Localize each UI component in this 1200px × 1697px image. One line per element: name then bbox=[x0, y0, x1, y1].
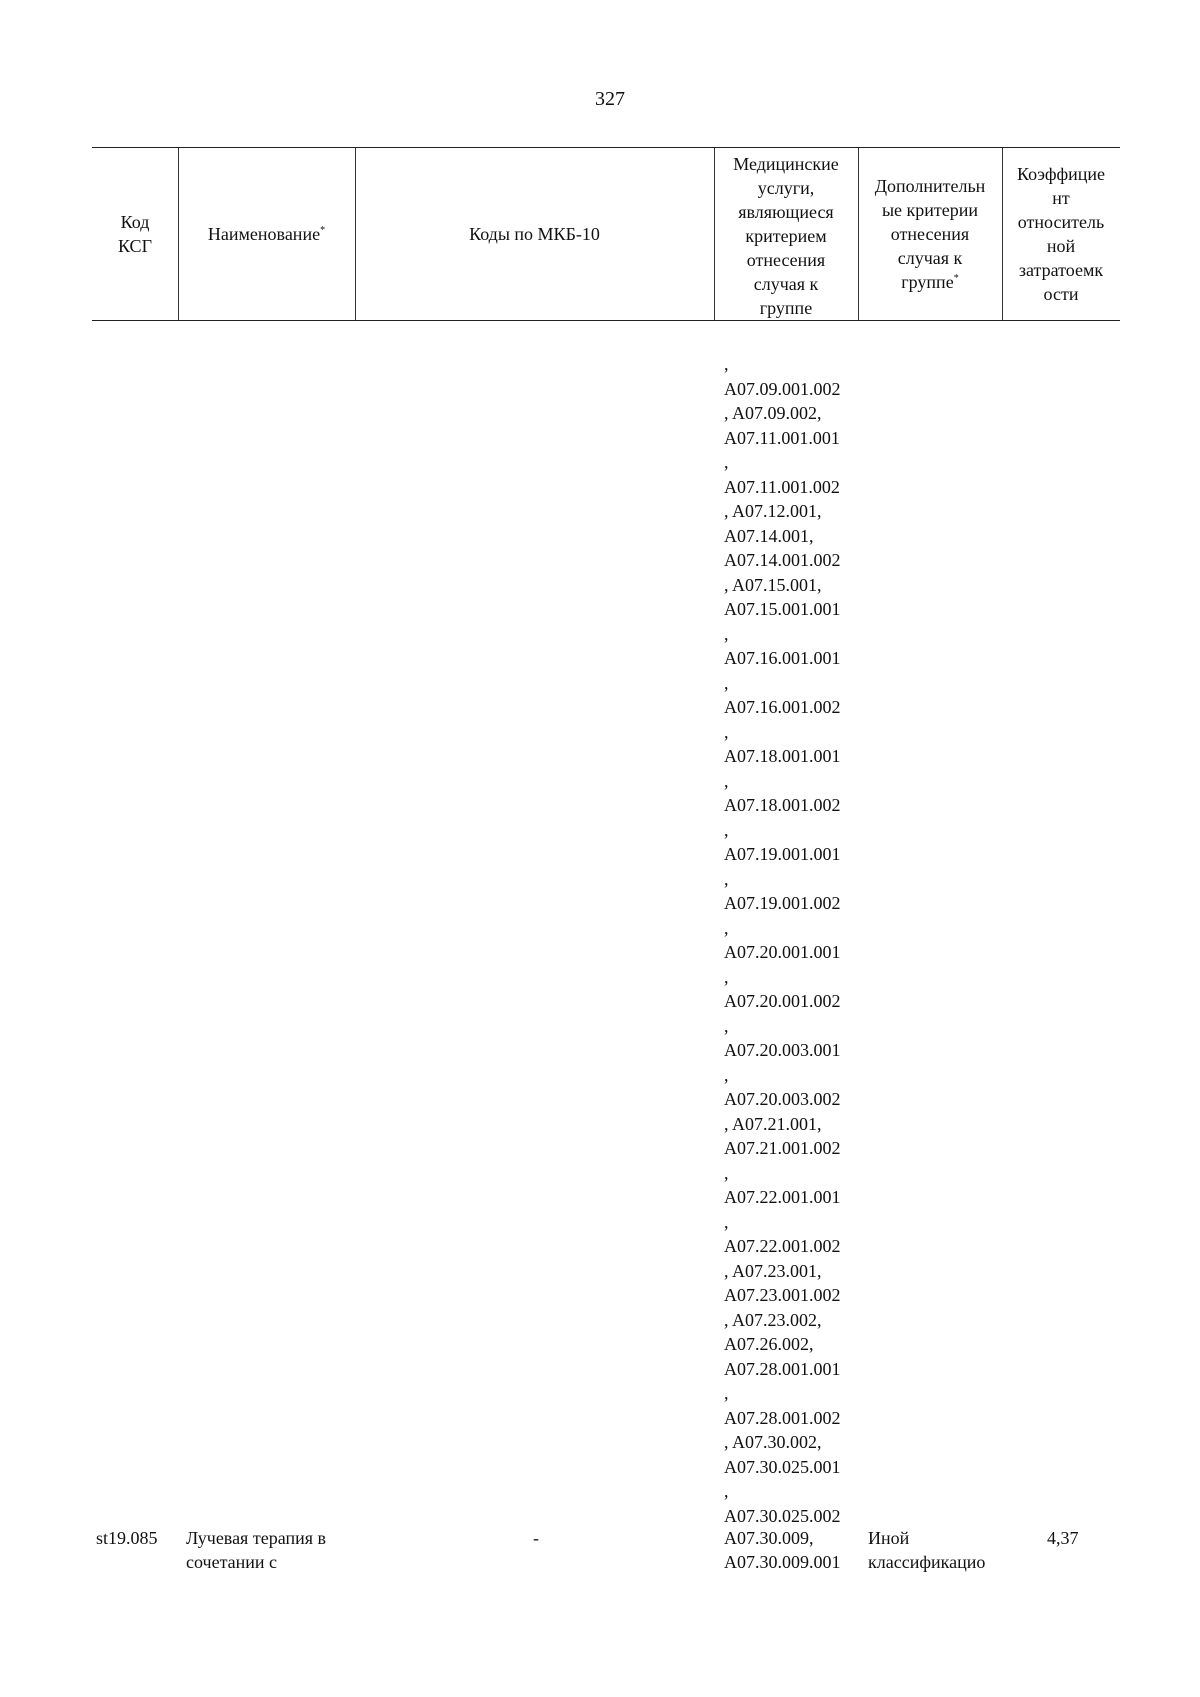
code-line: A07.11.001.002 bbox=[724, 476, 840, 497]
code-line: A07.16.001.001 bbox=[724, 648, 841, 668]
code-line: , A07.15.001, bbox=[724, 574, 822, 595]
row-name bbox=[186, 1526, 356, 1574]
row-services-line: A07.30.009, bbox=[724, 1528, 814, 1548]
code-line: A07.26.002, bbox=[724, 1334, 814, 1354]
row-name-line: сочетании с bbox=[186, 1552, 278, 1572]
row-services-line: A07.30.009.001 bbox=[724, 1552, 841, 1572]
code-line: A07.09.001.002 bbox=[724, 378, 841, 399]
header-services-line: Медицинские bbox=[733, 154, 839, 174]
code-line: A07.14.001.002 bbox=[724, 550, 841, 570]
code-line: A07.20.001.001 bbox=[724, 942, 841, 962]
code-line: A07.14.001, bbox=[724, 525, 814, 546]
services-codes-continuation bbox=[724, 352, 874, 1528]
code-line: A07.20.003.002 bbox=[724, 1089, 841, 1109]
header-coef-line: ости bbox=[1043, 284, 1079, 304]
row-coefficient: 4,37 bbox=[1047, 1528, 1079, 1548]
code-line: , A07.23.001, bbox=[724, 1260, 822, 1281]
code-line: , bbox=[724, 1064, 729, 1085]
code-line: A07.20.001.002 bbox=[724, 991, 841, 1011]
header-services-line: критерием bbox=[745, 226, 827, 246]
header-mkb-codes bbox=[355, 148, 714, 320]
code-line: , bbox=[724, 1162, 729, 1183]
code-line: , A07.09.002, bbox=[724, 403, 822, 423]
header-extra-line: случая к bbox=[897, 248, 963, 268]
header-coef-line: относитель bbox=[1017, 212, 1105, 232]
code-line: A07.23.001.002 bbox=[724, 1285, 841, 1305]
code-line: , bbox=[724, 1211, 729, 1232]
code-line: , A07.21.001, bbox=[724, 1113, 822, 1134]
code-line: , A07.23.002, bbox=[724, 1309, 822, 1330]
header-extra-line: группе bbox=[901, 272, 954, 292]
code-line: A07.11.001.001 bbox=[724, 427, 840, 448]
header-coef-line: ной bbox=[1046, 236, 1076, 256]
code-line: A07.22.001.001 bbox=[724, 1187, 841, 1207]
header-services bbox=[714, 148, 858, 320]
code-line: , A07.12.001, bbox=[724, 501, 822, 521]
header-name-text: Наименование bbox=[207, 224, 321, 244]
code-line: , bbox=[724, 966, 729, 987]
code-line: A07.18.001.002 bbox=[724, 795, 841, 815]
code-line: A07.18.001.001 bbox=[724, 746, 841, 766]
code-line: A07.28.001.001 bbox=[724, 1358, 841, 1379]
header-code-line: Код bbox=[120, 212, 150, 232]
code-line: , bbox=[724, 917, 729, 938]
code-line: , bbox=[724, 354, 729, 374]
code-line: A07.22.001.002 bbox=[724, 1236, 841, 1256]
header-services-line: случая к bbox=[753, 274, 819, 294]
page-number: 327 bbox=[595, 88, 625, 110]
code-line: A07.28.001.002 bbox=[724, 1407, 841, 1428]
code-line: A07.21.001.002 bbox=[724, 1138, 841, 1158]
row-extra-line: классификацио bbox=[868, 1552, 986, 1572]
header-services-line: услуги, bbox=[757, 178, 815, 198]
footnote-mark: * bbox=[320, 225, 326, 236]
code-line: , bbox=[724, 672, 729, 693]
table-header bbox=[92, 147, 1120, 321]
header-coef-line: затратоемк bbox=[1018, 260, 1104, 280]
code-line: A07.19.001.001 bbox=[724, 844, 841, 864]
row-mkb: - bbox=[533, 1528, 539, 1548]
code-line: , bbox=[724, 1015, 729, 1036]
header-coef-line: Коэффицие bbox=[1016, 164, 1106, 184]
row-services bbox=[724, 1526, 841, 1574]
code-line: , bbox=[724, 1383, 729, 1403]
code-line: A07.20.003.001 bbox=[724, 1040, 841, 1060]
header-extra-line: ые критерии bbox=[881, 200, 979, 220]
header-code-line: КСГ bbox=[118, 236, 152, 256]
header-name bbox=[178, 148, 355, 320]
code-line: A07.15.001.001 bbox=[724, 599, 841, 619]
code-line: , bbox=[724, 868, 729, 889]
code-line: , bbox=[724, 452, 729, 472]
code-line: , bbox=[724, 770, 729, 791]
code-line: A07.30.025.001 bbox=[724, 1456, 841, 1477]
header-mkb-text: Коды по МКБ-10 bbox=[469, 224, 600, 244]
header-services-line: являющиеся bbox=[738, 202, 834, 222]
row-code: st19.085 bbox=[96, 1528, 158, 1548]
header-coefficient bbox=[1002, 148, 1120, 320]
header-services-line: отнесения bbox=[746, 250, 826, 270]
code-line: A07.30.025.002 bbox=[724, 1505, 841, 1526]
code-line: A07.19.001.002 bbox=[724, 893, 841, 913]
code-line: A07.16.001.002 bbox=[724, 697, 841, 717]
row-extra-line: Иной bbox=[868, 1528, 910, 1548]
code-line: , bbox=[724, 721, 729, 742]
code-line: , A07.30.002, bbox=[724, 1432, 822, 1452]
header-extra-line: отнесения bbox=[890, 224, 970, 244]
header-code-ksg bbox=[92, 148, 178, 320]
header-services-line: группе bbox=[759, 298, 813, 318]
header-extra-line: Дополнительн bbox=[874, 176, 986, 196]
code-line: , bbox=[724, 819, 729, 840]
header-coef-line: нт bbox=[1052, 188, 1070, 208]
row-extra bbox=[868, 1526, 985, 1574]
row-name-line: Лучевая терапия в bbox=[186, 1528, 326, 1548]
header-extra-criteria bbox=[858, 148, 1002, 320]
footnote-mark: * bbox=[953, 273, 959, 284]
code-line: , bbox=[724, 1481, 729, 1501]
code-line: , bbox=[724, 623, 729, 644]
